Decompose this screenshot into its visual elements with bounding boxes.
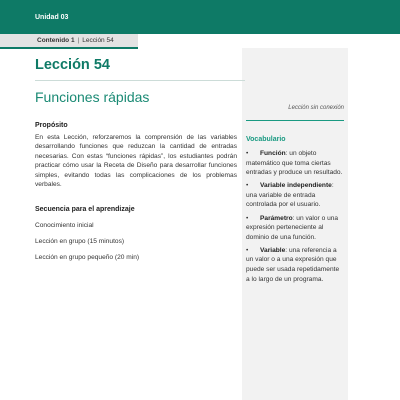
vocabulary-heading: Vocabulario	[246, 136, 286, 143]
breadcrumb	[0, 34, 138, 47]
bullet-icon: •	[246, 150, 249, 157]
vocabulary-term: Variable	[260, 246, 286, 254]
sequence-item: Conocimiento inicial	[35, 222, 94, 229]
bullet-icon: •	[246, 182, 249, 190]
vocabulary-definition: : un objeto matemático que toma ciertas entradas y produce un resultado.	[246, 150, 343, 177]
purpose-heading: Propósito	[35, 122, 68, 129]
vocabulary-item	[246, 246, 344, 284]
vocabulary-item	[246, 214, 344, 243]
vocabulary-definition: : una variable de entrada controlada por el usuario.	[246, 182, 334, 209]
breadcrumb-underline	[0, 47, 138, 49]
vocabulary-term: Variable independiente	[260, 182, 332, 190]
title-divider	[35, 80, 245, 81]
bullet-icon: •	[246, 214, 249, 222]
purpose-paragraph: En esta Lección, reforzaremos la comprensión de las variables desarrollando funciones que reduzcan la cantidad de entradas necesarias. Con estas “funciones rápidas”, los estudiantes podrán practicar cómo usar la Receta de Diseño para desarrollar funciones simples, evitando todas las complicaciones de los problemas verbales.	[35, 134, 237, 189]
vocabulary-definition: : un valor o una expresión perteneciente al dominio de una función.	[246, 214, 339, 241]
tag-divider	[246, 120, 344, 121]
vocabulary-term: Parámetro	[260, 214, 293, 222]
vocabulary-list	[246, 149, 344, 288]
lesson-type-tag: Lección sin conexión	[288, 105, 344, 111]
unit-label: Unidad 03	[35, 14, 69, 21]
vocabulary-item	[246, 149, 344, 178]
breadcrumb-lesson: Lección 54	[82, 37, 114, 44]
vocabulary-definition: : una referencia a un valor o a una expresión que puede ser usada repetidamente a lo largo de un programa.	[246, 246, 340, 283]
bullet-icon: •	[246, 246, 249, 254]
lesson-title: Lección 54	[35, 57, 110, 73]
sequence-heading: Secuencia para el aprendizaje	[35, 206, 135, 213]
breadcrumb-separator: |	[77, 37, 80, 44]
vocabulary-term: Función	[260, 150, 286, 157]
sequence-item: Lección en grupo (15 minutos)	[35, 238, 125, 245]
breadcrumb-content: Contenido 1	[37, 37, 75, 44]
sequence-item: Lección en grupo pequeño (20 min)	[35, 254, 140, 261]
vocabulary-item	[246, 181, 344, 210]
lesson-subtitle: Funciones rápidas	[35, 89, 150, 105]
